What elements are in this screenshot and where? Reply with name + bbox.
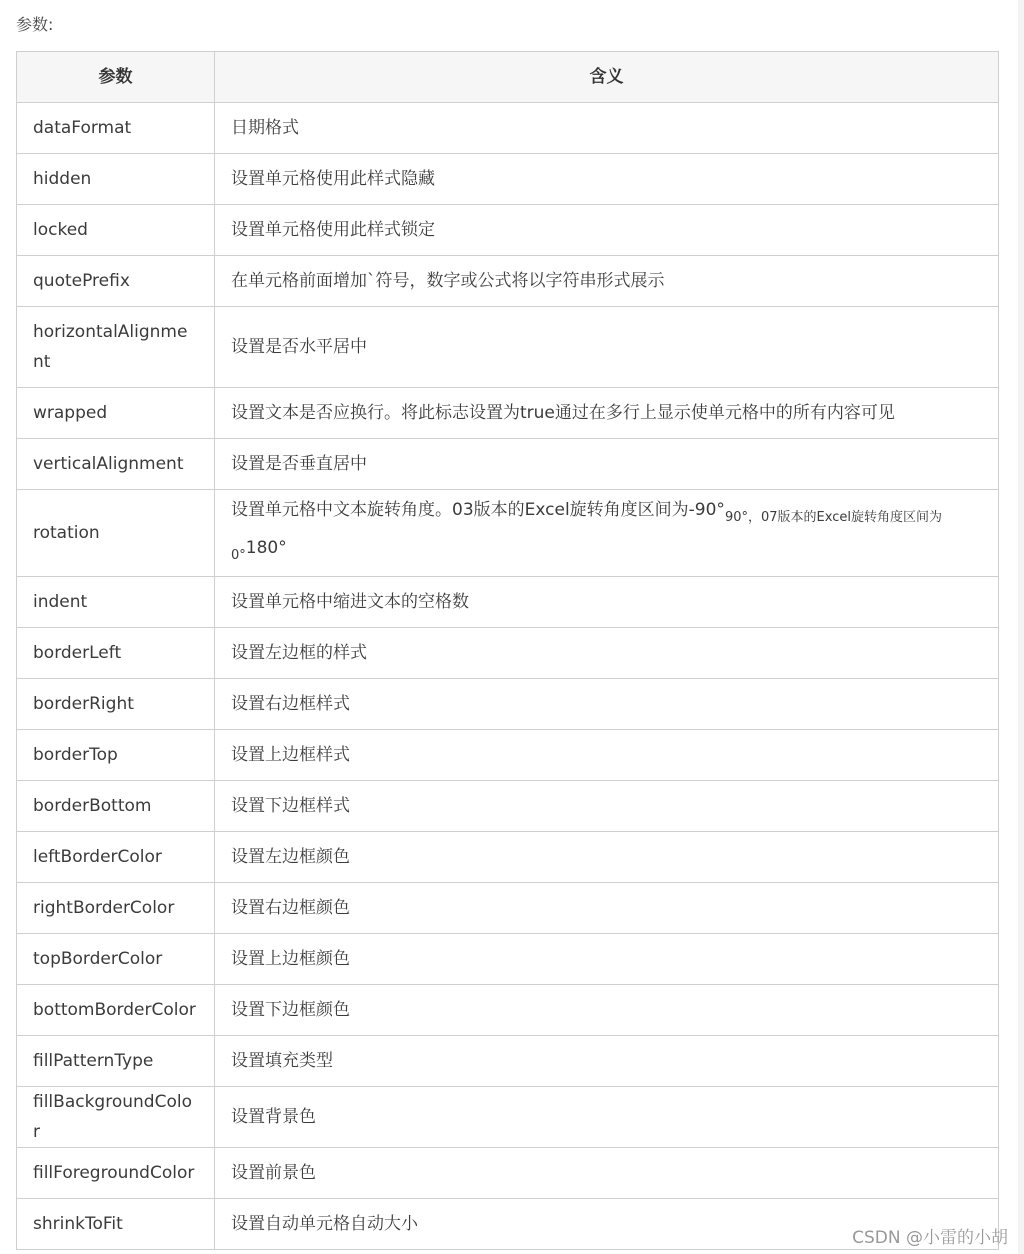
param-desc: 设置前景色 [215,1148,999,1199]
table-row [17,1087,999,1148]
param-name: horizontalAlignment [17,307,215,388]
param-desc: 设置下边框样式 [215,781,999,832]
param-desc: 设置上边框样式 [215,730,999,781]
table-row [17,985,999,1036]
param-desc: 设置自动单元格自动大小 [215,1199,999,1250]
intro-label: 参数: [16,15,54,34]
param-desc: 设置背景色 [215,1087,999,1148]
header-param: 参数 [17,52,215,103]
table-row [17,256,999,307]
param-desc: 设置是否水平居中 [215,307,999,388]
param-name: locked [17,205,215,256]
table-row [17,439,999,490]
param-name: dataFormat [17,103,215,154]
param-desc: 日期格式 [215,103,999,154]
table-row [17,577,999,628]
param-desc: 设置下边框颜色 [215,985,999,1036]
header-meaning: 含义 [215,52,999,103]
param-desc: 设置文本是否应换行。将此标志设置为true通过在多行上显示使单元格中的所有内容可见 [215,388,999,439]
table-row [17,307,999,388]
params-table [16,51,999,1250]
rotation-desc-part3: 0° [231,548,246,563]
param-name: borderTop [17,730,215,781]
rotation-desc-part1: 设置单元格中文本旋转角度。03版本的Excel旋转角度区间为-90° [231,500,725,520]
param-name: rightBorderColor [17,883,215,934]
param-desc: 设置上边框颜色 [215,934,999,985]
table-row [17,679,999,730]
param-name: borderRight [17,679,215,730]
table-row [17,934,999,985]
param-name: shrinkToFit [17,1199,215,1250]
param-name: indent [17,577,215,628]
param-name: fillPatternType [17,1036,215,1087]
table-row [17,490,999,577]
param-desc: 设置单元格中缩进文本的空格数 [215,577,999,628]
param-desc: 设置左边框颜色 [215,832,999,883]
param-name: borderBottom [17,781,215,832]
table-header-row [17,52,999,103]
param-name: topBorderColor [17,934,215,985]
rotation-desc-part2: 90°，07版本的Excel旋转角度区间为 [724,510,942,525]
table-row [17,388,999,439]
param-name: bottomBorderColor [17,985,215,1036]
table-row [17,730,999,781]
param-desc: 在单元格前面增加`符号，数字或公式将以字符串形式展示 [215,256,999,307]
param-desc: 设置左边框的样式 [215,628,999,679]
param-name: fillBackgroundColor [17,1087,215,1148]
table-row [17,781,999,832]
table-row [17,883,999,934]
param-name: leftBorderColor [17,832,215,883]
param-desc: 设置右边框颜色 [215,883,999,934]
table-row [17,205,999,256]
param-name: verticalAlignment [17,439,215,490]
param-name: fillForegroundColor [17,1148,215,1199]
table-row [17,103,999,154]
param-desc-rotation [215,490,999,577]
param-desc: 设置单元格使用此样式隐藏 [215,154,999,205]
table-row [17,628,999,679]
watermark: CSDN @小雷的小胡 [852,1228,1008,1248]
param-desc: 设置填充类型 [215,1036,999,1087]
param-name: quotePrefix [17,256,215,307]
table-row [17,832,999,883]
param-desc: 设置单元格使用此样式锁定 [215,205,999,256]
param-name: rotation [17,490,215,577]
param-name: borderLeft [17,628,215,679]
param-desc: 设置右边框样式 [215,679,999,730]
table-row [17,1036,999,1087]
param-desc: 设置是否垂直居中 [215,439,999,490]
scrollbar-track[interactable] [1018,0,1024,1254]
param-name: wrapped [17,388,215,439]
table-row [17,154,999,205]
table-row [17,1148,999,1199]
rotation-desc-part4: 180° [245,538,287,558]
param-name: hidden [17,154,215,205]
